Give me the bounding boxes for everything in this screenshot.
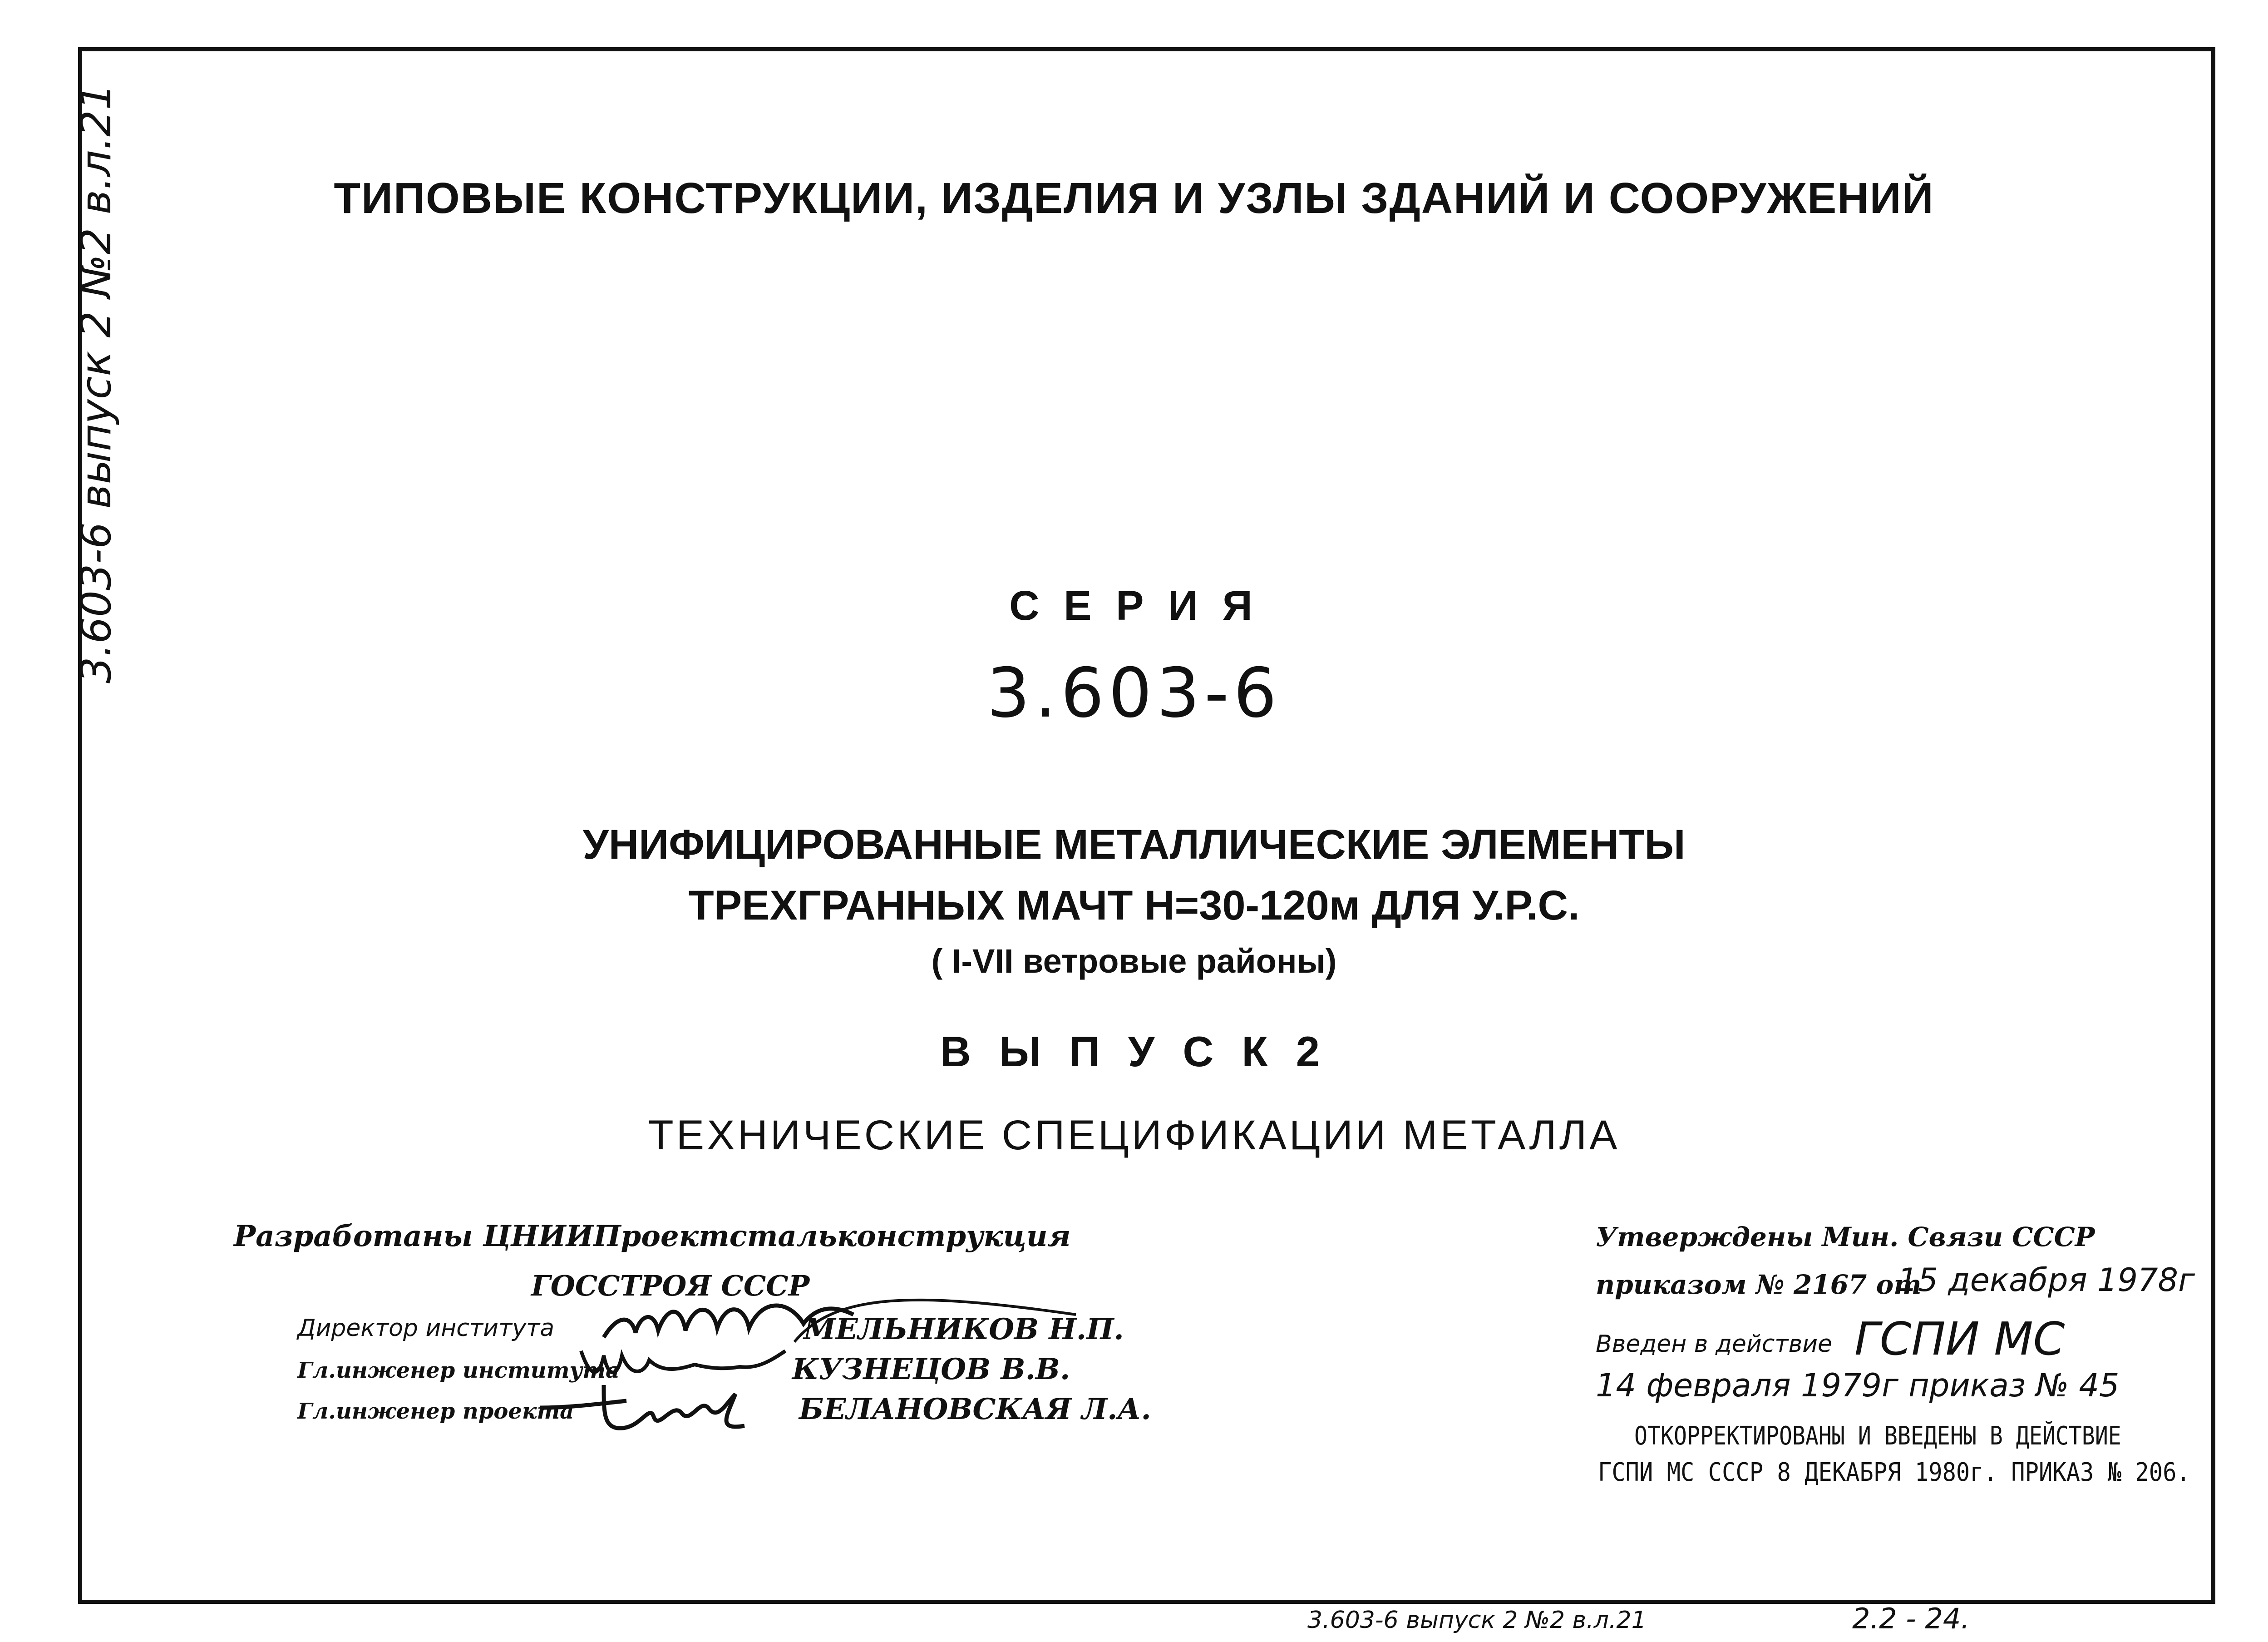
enacted-prefix: Введен в действие [1596, 1330, 1833, 1358]
role-project-engineer: Гл.инженер проекта [297, 1399, 574, 1424]
issue-subtitle: ТЕХНИЧЕСКИЕ СПЕЦИФИКАЦИИ МЕТАЛЛА [648, 1112, 1620, 1158]
header-title: ТИПОВЫЕ КОНСТРУКЦИИ, ИЗДЕЛИЯ И УЗЛЫ ЗДАНИЙ И СООРУЖЕНИЙ [334, 174, 1934, 223]
footer-sheet: 2.2 - 24. [1852, 1602, 1970, 1635]
name-project-engineer: БЕЛАНОВСКАЯ Л.А. [799, 1392, 1151, 1426]
correction-note-1: ОТКОРРЕКТИРОВАНЫ И ВВЕДЕНЫ В ДЕЙСТВИЕ [1634, 1421, 2121, 1451]
title-line-2: ТРЕХГРАННЫХ МАЧТ Н=30-120м ДЛЯ У.Р.С. [688, 882, 1580, 929]
footer-code: 3.603-6 выпуск 2 №2 в.л.21 [1307, 1607, 1647, 1634]
approval-line-1: Утверждены Мин. Связи СССР [1596, 1222, 2095, 1252]
title-line-3: ( I-VII ветровые районы) [931, 942, 1337, 980]
enacted-org: ГСПИ МС [1854, 1312, 2065, 1365]
series-label: С Е Р И Я [1009, 583, 1259, 629]
name-director: МЕЛЬНИКОВ Н.П. [804, 1312, 1124, 1346]
role-director: Директор института [297, 1315, 555, 1342]
approval-order-date: 15 декабря 1978г [1898, 1261, 2195, 1299]
side-archive-note: 3.603-6 выпуск 2 №2 в.л.21 [72, 83, 120, 683]
approval-order-prefix: приказом № 2167 от [1596, 1269, 1922, 1300]
issue-label: В Ы П У С К 2 [940, 1028, 1328, 1075]
developer-org: ГОССТРОЯ СССР [531, 1269, 810, 1302]
correction-note-2: ГСПИ МС СССР 8 ДЕКАБРЯ 1980г. ПРИКАЗ № 206. [1598, 1458, 2190, 1487]
signature-project-engineer [536, 1376, 763, 1439]
enacted-date-order: 14 февраля 1979г приказ № 45 [1596, 1367, 2120, 1404]
name-chief-engineer: КУЗНЕЦОВ В.В. [792, 1352, 1070, 1386]
series-number: 3.603-6 [986, 654, 1282, 733]
developed-by: Разработаны ЦНИИПроектстальконструкция [234, 1219, 1071, 1253]
role-chief-engineer: Гл.инженер института [297, 1358, 620, 1383]
title-line-1: УНИФИЦИРОВАННЫЕ МЕТАЛЛИЧЕСКИЕ ЭЛЕМЕНТЫ [582, 821, 1686, 868]
